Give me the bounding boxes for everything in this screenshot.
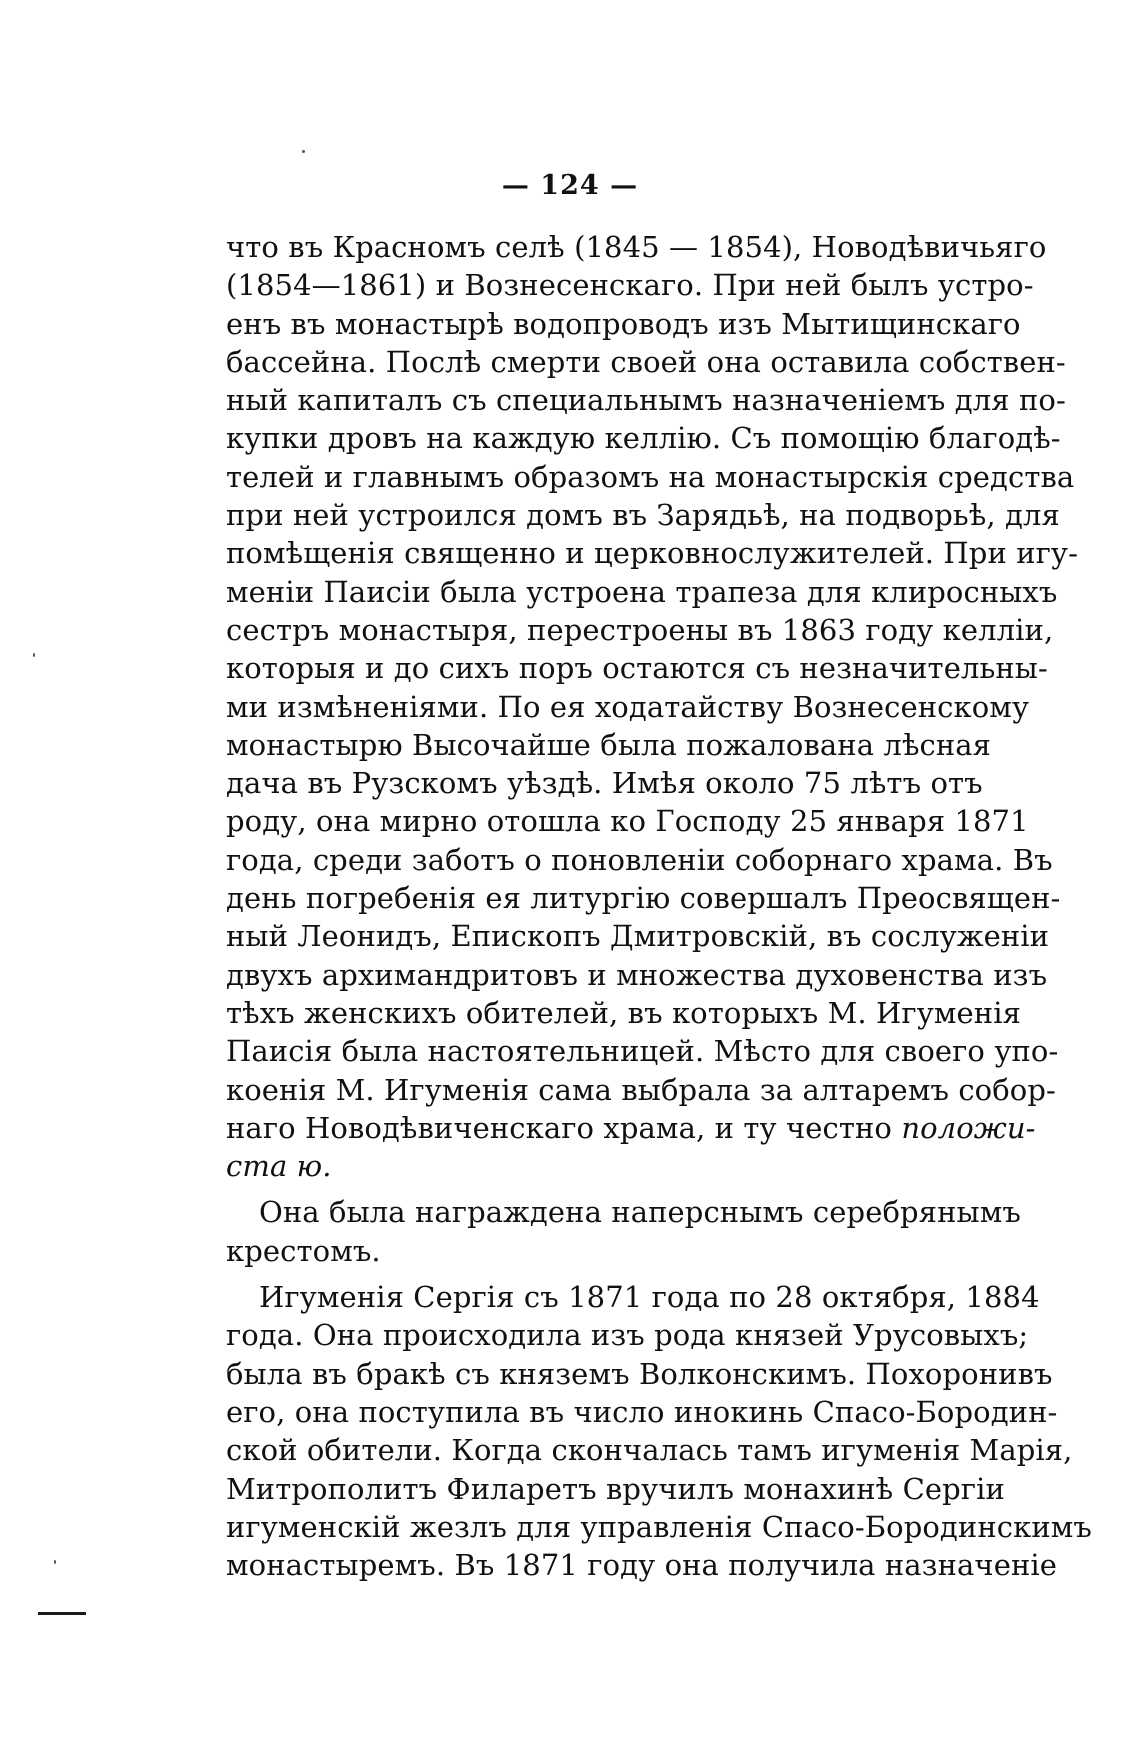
paragraph-line: игуменскій жезлъ для управленія Спасо-Бородинскимъ (226, 1509, 1092, 1544)
italic-line (226, 1147, 970, 1185)
text-line: ный капиталъ съ специальнымъ назначеніемъ для по- (226, 383, 1066, 418)
text-line: енъ въ монастырѣ водопроводъ изъ Мытищинскаго (226, 306, 1021, 341)
text-line: дача въ Рузскомъ уѣздѣ. Имѣя около 75 лѣтъ отъ (226, 766, 983, 801)
paragraph-line: монастыремъ. Въ 1871 году она получила назначеніе (226, 1548, 1058, 1583)
text-line: (1854—1861) и Вознесенскаго. При ней былъ устро- (226, 268, 1034, 303)
text-line: Паисія была настоятельницей. Мѣсто для своего упо- (226, 1034, 1059, 1069)
paragraph-line: была въ бракѣ съ княземъ Волконскимъ. Похоронивъ (226, 1356, 1053, 1391)
text-line: которыя и до сихъ поръ остаются съ незначительны- (226, 651, 1048, 686)
text-line: коенія М. Игуменія сама выбрала за алтаремъ собор- (226, 1072, 1056, 1107)
text-line: ми измѣненіями. По ея ходатайству Вознесенскому (226, 689, 1030, 724)
paragraph-line: его, она поступила въ число инокинь Спасо-Бородин- (226, 1394, 1058, 1429)
text-line: года, среди заботъ о поновленіи соборнаго храма. Въ (226, 842, 1053, 877)
main-text (226, 228, 1092, 1584)
text-line: купки дровъ на каждую келлію. Съ помощію благодѣ- (226, 421, 1061, 456)
text-line: помѣщенія священно и церковнослужителей. При игу- (226, 536, 1078, 571)
text-line: ный Леонидъ, Епископъ Дмитровскій, въ сослуженіи (226, 919, 1050, 954)
text-line: бассейна. Послѣ смерти своей она оставила собствен- (226, 344, 1066, 379)
text-line: телей и главнымъ образомъ на монастырскія средства (226, 459, 1075, 494)
page-number: — 124 — (501, 170, 639, 201)
paragraph-line: года. Она происходила изъ рода князей Урусовыхъ; (226, 1318, 1029, 1353)
paragraph-line: крестомъ. (226, 1233, 381, 1268)
text-line: сестръ монастыря, перестроены въ 1863 году келліи, (226, 612, 1054, 647)
text-line: монастырю Высочайше была пожалована лѣсная (226, 727, 992, 762)
italic-word: положи- (901, 1110, 1036, 1145)
text-line: роду, она мирно отошла ко Господу 25 января 1871 (226, 804, 1029, 839)
paragraph-line: Игуменія Сергія съ 1871 года по 28 октября, 1884 (259, 1280, 1040, 1315)
text-line-part: наго Новодѣвиченскаго храма, и ту честно (226, 1110, 892, 1145)
text-line-with-italic (226, 1109, 1036, 1147)
scan-speck (302, 150, 305, 153)
text-line: меніи Паисіи была устроена трапеза для клиросныхъ (226, 574, 1058, 609)
paragraph-line: Она была награждена наперснымъ серебрянымъ (259, 1195, 1021, 1230)
italic-text: ста ю. (226, 1149, 332, 1184)
scan-speck (54, 1560, 56, 1564)
text-line: двухъ архимандритовъ и множества духовенства изъ (226, 957, 1048, 992)
paragraph-line: ской обители. Когда скончалась тамъ игуменія Марія, (226, 1433, 1073, 1468)
text-line: при ней устроился домъ въ Зарядьѣ, на подворьѣ, для (226, 498, 1060, 533)
text-line: день погребенія ея литургію совершалъ Преосвящен- (226, 881, 1061, 916)
paragraph-line: Митрополитъ Филаретъ вручилъ монахинѣ Сергіи (226, 1471, 1005, 1506)
scan-speck (33, 653, 35, 657)
text-line: что въ Красномъ селѣ (1845 — 1854), Новодѣвичьяго (226, 230, 1047, 264)
text-line: тѣхъ женскихъ обителей, въ которыхъ М. Игуменія (226, 995, 1021, 1030)
margin-dash-mark (38, 1612, 86, 1615)
